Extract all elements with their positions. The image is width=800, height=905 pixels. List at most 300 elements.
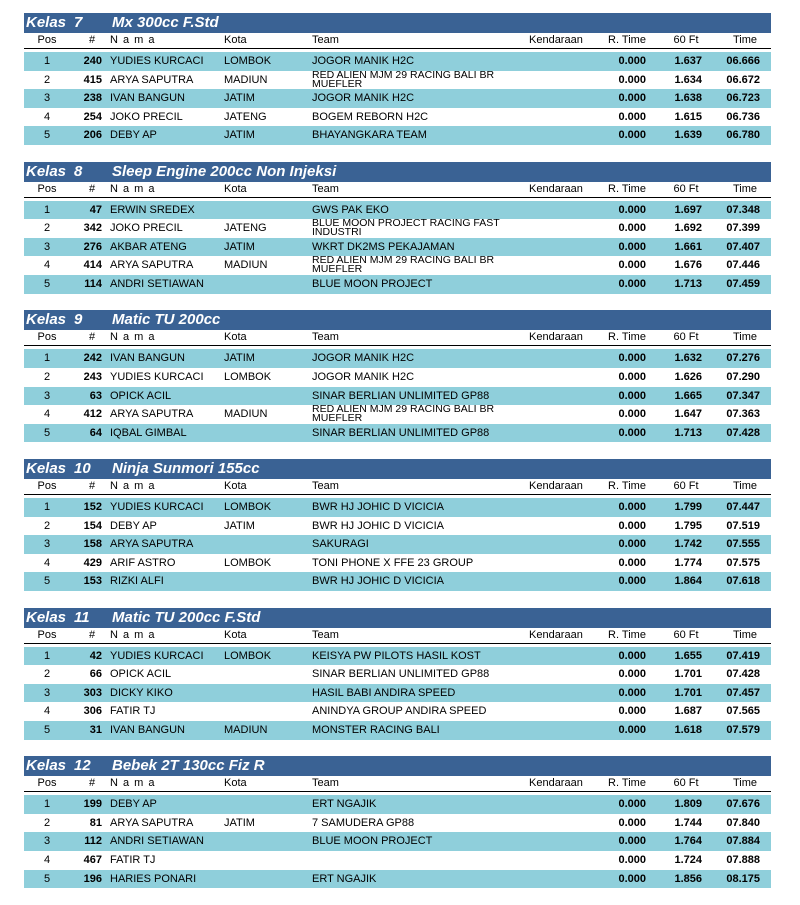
cell-team: SINAR BERLIAN UNLIMITED GP88	[312, 389, 490, 402]
result-row	[24, 870, 771, 889]
cell-kota: LOMBOK	[224, 649, 272, 662]
cell-time: 07.428	[726, 426, 760, 439]
result-row	[24, 832, 771, 851]
cell-kota: LOMBOK	[224, 556, 272, 569]
cell-time: 07.459	[726, 278, 760, 291]
class-title-bar	[24, 608, 771, 628]
cell-pos: 1	[43, 649, 51, 662]
header-pos: Pos	[37, 331, 57, 344]
cell-60ft: 1.655	[674, 649, 702, 662]
class-section	[24, 13, 771, 145]
cell-time: 06.780	[726, 129, 760, 142]
cell-rtime: 0.000	[618, 259, 646, 272]
result-row	[24, 368, 771, 387]
cell-60ft: 1.665	[674, 389, 702, 402]
header-nama: N a m a	[110, 628, 156, 641]
cell-kota: JATENG	[224, 222, 267, 235]
cell-time: 07.555	[726, 538, 760, 551]
cell-rtime: 0.000	[618, 352, 646, 365]
header-time: Time	[732, 331, 758, 344]
cell-rtime: 0.000	[618, 110, 646, 123]
cell-rtime: 0.000	[618, 854, 646, 867]
cell-time: 07.575	[726, 556, 760, 569]
cell-kota: JATENG	[224, 110, 267, 123]
header-team: Team	[312, 182, 339, 195]
cell-number: 47	[89, 203, 102, 216]
column-header-row	[24, 330, 771, 346]
cell-60ft: 1.615	[674, 110, 702, 123]
header-nama: N a m a	[110, 34, 156, 46]
cell-nama: DEBY AP	[110, 798, 157, 811]
cell-number: 63	[89, 389, 102, 402]
result-row	[24, 108, 771, 127]
header-60ft: 60 Ft	[673, 331, 699, 344]
result-rows	[24, 198, 771, 294]
cell-rtime: 0.000	[618, 556, 646, 569]
cell-60ft: 1.701	[674, 668, 702, 681]
header-pos: Pos	[37, 777, 57, 790]
cell-pos: 4	[43, 110, 51, 123]
result-row	[24, 851, 771, 870]
class-name: Bebek 2T 130cc Fiz R	[112, 757, 265, 775]
cell-team: JOGOR MANIK H2C	[312, 370, 415, 383]
header-rtime: R. Time	[608, 34, 646, 46]
class-name: Matic TU 200cc F.Std	[112, 608, 261, 626]
cell-kota: JATIM	[224, 352, 255, 365]
cell-number: 254	[83, 110, 102, 123]
cell-pos: 5	[43, 278, 51, 291]
header-pos: Pos	[37, 34, 57, 46]
cell-number: 206	[83, 129, 102, 142]
cell-nama: AKBAR ATENG	[110, 240, 187, 253]
result-row	[24, 721, 771, 740]
class-title-bar	[24, 756, 771, 776]
header-60ft: 60 Ft	[673, 777, 699, 790]
cell-number: 31	[89, 724, 102, 736]
cell-60ft: 1.701	[674, 686, 702, 699]
class-number: 9	[74, 311, 83, 329]
header-rtime: R. Time	[608, 479, 646, 492]
result-row	[24, 126, 771, 145]
column-header-row	[24, 628, 771, 644]
result-row	[24, 71, 771, 90]
cell-60ft: 1.637	[674, 55, 702, 67]
class-section	[24, 608, 771, 740]
header-kendaraan: Kendaraan	[529, 777, 583, 790]
header-kendaraan: Kendaraan	[529, 182, 583, 195]
cell-rtime: 0.000	[618, 370, 646, 383]
class-title-bar	[24, 162, 771, 182]
class-label: Kelas	[26, 757, 67, 775]
cell-kota: MADIUN	[224, 724, 268, 736]
header-number: #	[88, 628, 96, 641]
header-time: Time	[732, 34, 758, 46]
cell-pos: 4	[43, 408, 51, 421]
cell-rtime: 0.000	[618, 203, 646, 216]
header-60ft: 60 Ft	[673, 34, 699, 46]
cell-60ft: 1.742	[674, 538, 702, 551]
cell-nama: OPICK ACIL	[110, 668, 172, 681]
cell-team: BLUE MOON PROJECT	[312, 835, 433, 848]
result-row	[24, 814, 771, 833]
cell-time: 06.723	[726, 92, 760, 105]
cell-team: SINAR BERLIAN UNLIMITED GP88	[312, 426, 490, 439]
cell-time: 07.888	[726, 854, 760, 867]
cell-number: 238	[83, 92, 102, 105]
cell-nama: DEBY AP	[110, 129, 157, 142]
cell-time: 06.666	[726, 55, 760, 67]
cell-team: BWR HJ JOHIC D VICICIA	[312, 519, 445, 532]
cell-nama: DEBY AP	[110, 519, 157, 532]
header-kota: Kota	[224, 479, 247, 492]
cell-pos: 1	[43, 352, 51, 365]
cell-rtime: 0.000	[618, 240, 646, 253]
cell-time: 07.840	[726, 816, 760, 829]
cell-nama: ARYA SAPUTRA	[110, 816, 194, 829]
cell-time: 07.290	[726, 370, 760, 383]
cell-rtime: 0.000	[618, 835, 646, 848]
cell-team: ANINDYA GROUP ANDIRA SPEED	[312, 705, 487, 718]
cell-nama: DICKY KIKO	[110, 686, 173, 699]
column-header-row	[24, 33, 771, 49]
cell-rtime: 0.000	[618, 816, 646, 829]
cell-60ft: 1.687	[674, 705, 702, 718]
class-label: Kelas	[26, 14, 67, 31]
result-row	[24, 238, 771, 257]
cell-nama: RIZKI ALFI	[110, 575, 164, 588]
cell-team: MONSTER RACING BALI	[312, 724, 440, 736]
header-time: Time	[732, 479, 758, 492]
cell-number: 276	[83, 240, 102, 253]
cell-60ft: 1.809	[674, 798, 702, 811]
cell-nama: ANDRI SETIAWAN	[110, 835, 204, 848]
cell-team: JOGOR MANIK H2C	[312, 352, 415, 365]
cell-60ft: 1.632	[674, 352, 702, 365]
cell-nama: YUDIES KURCACI	[110, 370, 204, 383]
cell-nama: ARYA SAPUTRA	[110, 408, 194, 421]
cell-number: 414	[83, 259, 102, 272]
cell-rtime: 0.000	[618, 500, 646, 513]
cell-kota: JATIM	[224, 240, 255, 253]
cell-number: 112	[84, 835, 102, 848]
cell-rtime: 0.000	[618, 278, 646, 291]
cell-number: 66	[89, 668, 102, 681]
class-title-bar	[24, 459, 771, 479]
header-60ft: 60 Ft	[673, 628, 699, 641]
header-nama: N a m a	[110, 777, 156, 790]
result-row	[24, 498, 771, 517]
cell-time: 07.348	[726, 203, 760, 216]
cell-team: JOGOR MANIK H2C	[312, 55, 415, 67]
cell-60ft: 1.856	[674, 872, 702, 885]
cell-kota: LOMBOK	[224, 500, 272, 513]
result-row	[24, 275, 771, 294]
cell-pos: 2	[43, 668, 51, 681]
cell-pos: 5	[43, 575, 51, 588]
cell-nama: JOKO PRECIL	[110, 110, 183, 123]
header-kota: Kota	[224, 182, 247, 195]
class-title-bar	[24, 13, 771, 33]
cell-team: HASIL BABI ANDIRA SPEED	[312, 686, 456, 699]
header-rtime: R. Time	[608, 182, 646, 195]
cell-pos: 5	[43, 426, 51, 439]
cell-kota: MADIUN	[224, 408, 268, 421]
cell-number: 114	[84, 278, 102, 291]
cell-kota: JATIM	[224, 519, 255, 532]
cell-60ft: 1.618	[674, 724, 702, 736]
cell-number: 412	[83, 408, 102, 421]
cell-team: GWS PAK EKO	[312, 203, 389, 216]
cell-kota: JATIM	[224, 129, 255, 142]
result-rows	[24, 792, 771, 888]
cell-pos: 3	[43, 835, 51, 848]
cell-team: WKRT DK2MS PEKAJAMAN	[312, 240, 455, 253]
cell-nama: JOKO PRECIL	[110, 222, 183, 235]
cell-team: BWR HJ JOHIC D VICICIA	[312, 575, 445, 588]
cell-60ft: 1.713	[674, 278, 702, 291]
cell-number: 240	[83, 55, 102, 67]
result-row	[24, 349, 771, 368]
column-header-row	[24, 776, 771, 792]
cell-rtime: 0.000	[618, 872, 646, 885]
cell-number: 64	[89, 426, 102, 439]
header-kota: Kota	[224, 777, 247, 790]
cell-rtime: 0.000	[618, 705, 646, 718]
result-row	[24, 424, 771, 443]
cell-pos: 4	[43, 259, 51, 272]
cell-pos: 4	[43, 556, 51, 569]
cell-team: BOGEM REBORN H2C	[312, 110, 429, 123]
cell-number: 196	[83, 872, 102, 885]
cell-60ft: 1.744	[674, 816, 702, 829]
cell-nama: YUDIES KURCACI	[110, 500, 204, 513]
cell-rtime: 0.000	[618, 686, 646, 699]
cell-60ft: 1.634	[674, 73, 702, 86]
header-team: Team	[312, 331, 339, 344]
cell-60ft: 1.713	[674, 426, 702, 439]
cell-60ft: 1.626	[674, 370, 702, 383]
cell-team: BLUE MOON PROJECT RACING FAST INDUSTRI	[312, 219, 500, 238]
cell-time: 06.736	[726, 110, 760, 123]
result-row	[24, 535, 771, 554]
cell-time: 07.399	[726, 222, 760, 235]
cell-rtime: 0.000	[618, 649, 646, 662]
cell-team: RED ALIEN MJM 29 RACING BALI BR MUEFLER	[312, 256, 495, 276]
cell-time: 07.419	[726, 649, 760, 662]
cell-time: 07.565	[726, 705, 760, 718]
cell-60ft: 1.724	[674, 854, 702, 867]
header-team: Team	[312, 777, 339, 790]
cell-nama: IVAN BANGUN	[110, 92, 185, 105]
cell-nama: IVAN BANGUN	[110, 352, 185, 365]
result-row	[24, 554, 771, 573]
cell-60ft: 1.795	[674, 519, 702, 532]
cell-number: 242	[83, 352, 102, 365]
cell-rtime: 0.000	[618, 389, 646, 402]
cell-time: 07.618	[726, 575, 760, 588]
class-title-bar	[24, 310, 771, 330]
cell-rtime: 0.000	[618, 92, 646, 105]
header-team: Team	[312, 628, 339, 641]
header-pos: Pos	[37, 628, 57, 641]
cell-time: 08.175	[726, 872, 760, 885]
cell-nama: ERWIN SREDEX	[110, 203, 195, 216]
cell-nama: ANDRI SETIAWAN	[110, 278, 204, 291]
cell-rtime: 0.000	[618, 73, 646, 86]
result-rows	[24, 644, 771, 740]
result-row	[24, 52, 771, 71]
result-row	[24, 684, 771, 703]
cell-nama: OPICK ACIL	[110, 389, 172, 402]
header-nama: N a m a	[110, 182, 156, 195]
header-number: #	[88, 34, 96, 46]
cell-team: ERT NGAJIK	[312, 798, 377, 811]
cell-pos: 5	[43, 724, 51, 736]
cell-60ft: 1.638	[674, 92, 702, 105]
cell-60ft: 1.647	[674, 408, 702, 421]
cell-rtime: 0.000	[618, 798, 646, 811]
header-rtime: R. Time	[608, 331, 646, 344]
header-pos: Pos	[37, 182, 57, 195]
cell-time: 07.446	[726, 259, 760, 272]
header-team: Team	[312, 34, 339, 46]
cell-number: 153	[83, 575, 102, 588]
cell-60ft: 1.697	[674, 203, 702, 216]
cell-kota: MADIUN	[224, 259, 268, 272]
cell-number: 415	[83, 73, 102, 86]
cell-pos: 1	[43, 203, 51, 216]
result-row	[24, 517, 771, 536]
cell-rtime: 0.000	[618, 55, 646, 67]
cell-rtime: 0.000	[618, 129, 646, 142]
cell-team: BHAYANGKARA TEAM	[312, 129, 427, 142]
result-row	[24, 219, 771, 238]
class-name: Sleep Engine 200cc Non Injeksi	[112, 162, 337, 180]
cell-60ft: 1.764	[674, 835, 702, 848]
header-60ft: 60 Ft	[673, 479, 699, 492]
cell-nama: ARYA SAPUTRA	[110, 73, 194, 86]
class-name: Ninja Sunmori 155cc	[112, 459, 260, 477]
cell-pos: 4	[43, 705, 51, 718]
cell-rtime: 0.000	[618, 668, 646, 681]
cell-pos: 1	[43, 55, 51, 67]
class-section	[24, 310, 771, 442]
header-time: Time	[732, 777, 758, 790]
cell-pos: 4	[43, 854, 51, 867]
cell-pos: 3	[43, 686, 51, 699]
results-sheet	[24, 13, 771, 905]
cell-rtime: 0.000	[618, 426, 646, 439]
cell-team: RED ALIEN MJM 29 RACING BALI BR MUEFLER	[312, 70, 495, 90]
cell-team: TONI PHONE X FFE 23 GROUP	[312, 556, 474, 569]
cell-nama: FATIR TJ	[110, 854, 156, 867]
cell-nama: ARIF ASTRO	[110, 556, 176, 569]
header-kota: Kota	[224, 34, 247, 46]
cell-nama: YUDIES KURCACI	[110, 649, 204, 662]
result-row	[24, 256, 771, 275]
result-rows	[24, 49, 771, 145]
cell-number: 243	[83, 370, 102, 383]
header-number: #	[88, 479, 96, 492]
cell-time: 07.363	[726, 408, 760, 421]
header-number: #	[88, 331, 96, 344]
header-60ft: 60 Ft	[673, 182, 699, 195]
cell-kota: JATIM	[224, 816, 255, 829]
header-kendaraan: Kendaraan	[529, 479, 583, 492]
cell-pos: 3	[43, 92, 51, 105]
cell-number: 158	[83, 538, 102, 551]
cell-rtime: 0.000	[618, 575, 646, 588]
class-name: Matic TU 200cc	[112, 311, 221, 329]
cell-kota: LOMBOK	[224, 55, 272, 67]
cell-pos: 2	[43, 370, 51, 383]
cell-60ft: 1.661	[674, 240, 702, 253]
header-nama: N a m a	[110, 479, 156, 492]
class-label: Kelas	[26, 459, 67, 477]
cell-nama: YUDIES KURCACI	[110, 55, 204, 67]
cell-number: 42	[89, 649, 102, 662]
header-number: #	[88, 777, 96, 790]
cell-kota: LOMBOK	[224, 370, 272, 383]
cell-team: KEISYA PW PILOTS HASIL KOST	[312, 649, 481, 662]
result-row	[24, 702, 771, 721]
cell-time: 07.276	[726, 352, 760, 365]
cell-rtime: 0.000	[618, 519, 646, 532]
result-row	[24, 572, 771, 591]
header-team: Team	[312, 479, 339, 492]
cell-kota: JATIM	[224, 92, 255, 105]
cell-pos: 3	[43, 538, 51, 551]
cell-nama: ARYA SAPUTRA	[110, 259, 194, 272]
result-row	[24, 405, 771, 424]
cell-60ft: 1.864	[674, 575, 702, 588]
cell-number: 342	[83, 222, 102, 235]
header-time: Time	[732, 628, 758, 641]
result-row	[24, 201, 771, 220]
result-row	[24, 795, 771, 814]
class-number: 11	[74, 608, 90, 626]
result-row	[24, 387, 771, 406]
class-label: Kelas	[26, 162, 67, 180]
cell-number: 467	[83, 854, 102, 867]
class-number: 7	[74, 14, 83, 31]
result-rows	[24, 346, 771, 442]
cell-time: 07.884	[726, 835, 760, 848]
cell-number: 306	[83, 705, 102, 718]
cell-team: 7 SAMUDERA GP88	[312, 816, 415, 829]
header-kota: Kota	[224, 628, 247, 641]
cell-60ft: 1.774	[674, 556, 702, 569]
class-section	[24, 756, 771, 888]
cell-pos: 3	[43, 240, 51, 253]
cell-pos: 5	[43, 129, 51, 142]
header-rtime: R. Time	[608, 628, 646, 641]
class-name: Mx 300cc F.Std	[112, 14, 219, 31]
cell-pos: 1	[43, 798, 51, 811]
header-number: #	[88, 182, 96, 195]
cell-team: RED ALIEN MJM 29 RACING BALI BR MUEFLER	[312, 405, 495, 424]
result-row	[24, 665, 771, 684]
cell-pos: 5	[43, 872, 51, 885]
class-number: 12	[74, 757, 91, 775]
result-row	[24, 89, 771, 108]
cell-team: SINAR BERLIAN UNLIMITED GP88	[312, 668, 490, 681]
cell-rtime: 0.000	[618, 724, 646, 736]
column-header-row	[24, 479, 771, 495]
cell-rtime: 0.000	[618, 408, 646, 421]
cell-number: 199	[83, 798, 102, 811]
cell-pos: 1	[43, 500, 51, 513]
